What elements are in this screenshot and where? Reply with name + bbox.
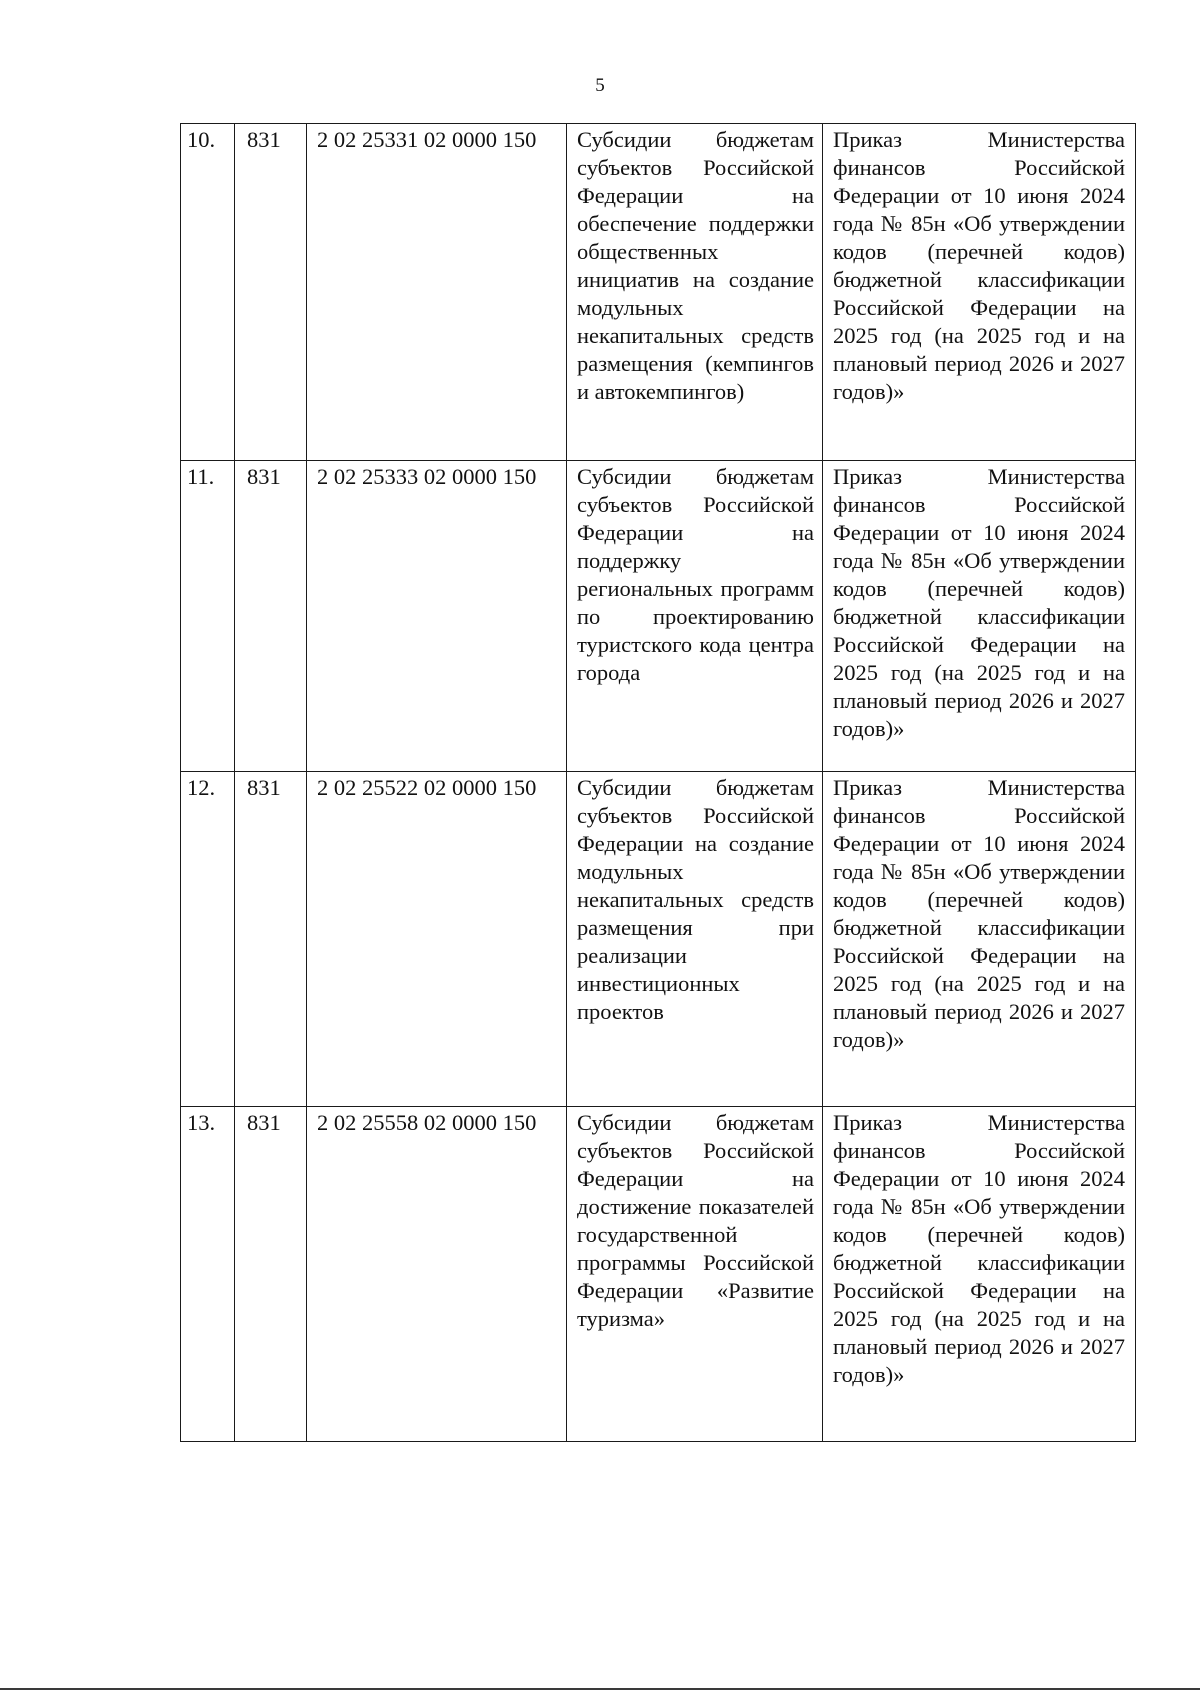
table-row <box>181 124 1136 461</box>
legal-basis: Приказ Министерства финансов Российской Федерации от 10 июня 2024 года № 85н «Об утверждении кодов (перечней кодов) бюджетной классификации Российской Федерации на 2025 год (на 2025 год и на плановый период 2026 и 2027 годов)» <box>823 461 1136 772</box>
legal-basis: Приказ Министерства финансов Российской Федерации от 10 июня 2024 года № 85н «Об утверждении кодов (перечней кодов) бюджетной классификации Российской Федерации на 2025 год (на 2025 год и на плановый период 2026 и 2027 годов)» <box>823 124 1136 461</box>
income-name: Субсидии бюджетам субъектов Российской Федерации на создание модульных некапитальных средств размещения при реализации инвестиционных проектов <box>567 772 823 1107</box>
row-number: 10. <box>181 124 235 461</box>
legal-basis: Приказ Министерства финансов Российской Федерации от 10 июня 2024 года № 85н «Об утверждении кодов (перечней кодов) бюджетной классификации Российской Федерации на 2025 год (на 2025 год и на плановый период 2026 и 2027 годов)» <box>823 1107 1136 1442</box>
income-name: Субсидии бюджетам субъектов Российской Федерации на обеспечение поддержки общественных инициатив на создание модульных некапитальных средств размещения (кемпингов и автокемпингов) <box>567 124 823 461</box>
budget-classification-table <box>180 123 1136 1442</box>
income-name: Субсидии бюджетам субъектов Российской Федерации на поддержку региональных программ по проектированию туристского кода центра города <box>567 461 823 772</box>
budget-classification-code: 2 02 25333 02 0000 150 <box>307 461 567 772</box>
row-number: 13. <box>181 1107 235 1442</box>
income-name: Субсидии бюджетам субъектов Российской Федерации на достижение показателей государственной программы Российской Федерации «Развитие туризма» <box>567 1107 823 1442</box>
page-number: 5 <box>595 75 605 96</box>
legal-basis: Приказ Министерства финансов Российской Федерации от 10 июня 2024 года № 85н «Об утверждении кодов (перечней кодов) бюджетной классификации Российской Федерации на 2025 год (на 2025 год и на плановый период 2026 и 2027 годов)» <box>823 772 1136 1107</box>
table-row <box>181 1107 1136 1442</box>
budget-classification-code: 2 02 25558 02 0000 150 <box>307 1107 567 1442</box>
budget-classification-code: 2 02 25331 02 0000 150 <box>307 124 567 461</box>
administrator-code: 831 <box>235 772 307 1107</box>
administrator-code: 831 <box>235 124 307 461</box>
row-number: 12. <box>181 772 235 1107</box>
page-bottom-edge <box>0 1688 1200 1690</box>
table-row <box>181 461 1136 772</box>
table-row <box>181 772 1136 1107</box>
budget-classification-code: 2 02 25522 02 0000 150 <box>307 772 567 1107</box>
row-number: 11. <box>181 461 235 772</box>
administrator-code: 831 <box>235 461 307 772</box>
administrator-code: 831 <box>235 1107 307 1442</box>
